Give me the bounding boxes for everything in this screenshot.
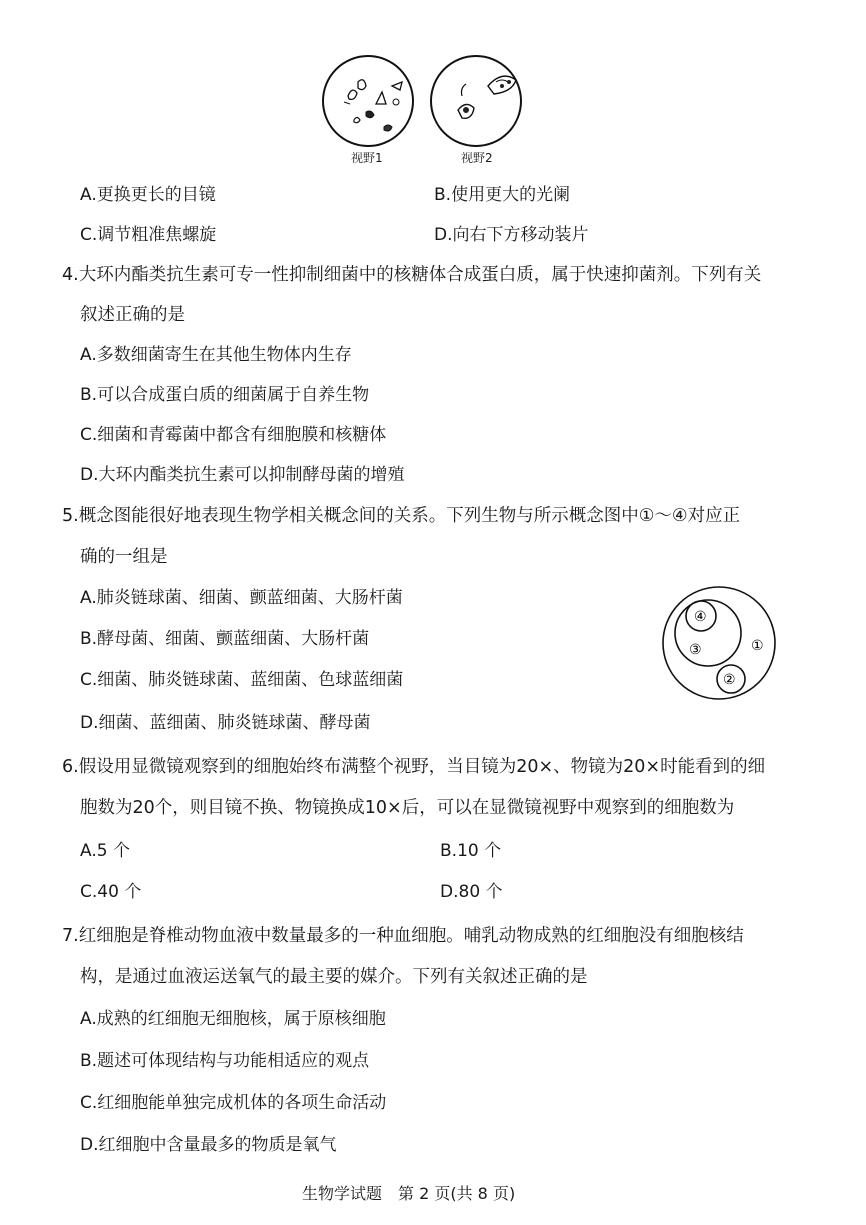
- option-letter: A.: [80, 588, 97, 608]
- q3-option-d: [434, 224, 589, 246]
- option-text: 向右下方移动装片: [452, 225, 589, 245]
- option-text: 40 个: [97, 882, 142, 902]
- q4-option-c: [80, 424, 386, 446]
- option-letter: C.: [80, 425, 98, 445]
- option-letter: A.: [80, 185, 97, 205]
- question-stem: 假设用显微镜观察到的细胞始终布满整个视野，当目镜为20×、物镜为20×时能看到的细: [78, 757, 766, 777]
- option-letter: A.: [80, 345, 97, 365]
- circle-3: [675, 600, 741, 666]
- label-4: ④: [694, 609, 707, 625]
- q7-option-c: [80, 1092, 386, 1114]
- label-2: ②: [723, 672, 736, 688]
- question-number: 4.: [62, 265, 79, 285]
- option-text: 多数细菌寄生在其他生物体内生存: [96, 345, 352, 365]
- option-text: 红细胞中含量最多的物质是氧气: [98, 1135, 337, 1155]
- question-number: 7.: [62, 926, 79, 946]
- q3-option-a: [80, 184, 216, 206]
- option-letter: D.: [434, 225, 453, 245]
- option-letter: C.: [80, 1093, 98, 1113]
- option-letter: C.: [80, 882, 98, 902]
- option-letter: C.: [80, 225, 98, 245]
- q6-stem-line2: 胞数为20个，则目镜不换、物镜换成10×后，可以在显微镜视野中观察到的细胞数为: [80, 798, 735, 818]
- q3-option-b: [434, 184, 570, 206]
- q3-option-c: [80, 224, 216, 246]
- option-letter: A.: [80, 841, 97, 861]
- q5-stem-line1: [62, 505, 740, 527]
- question-stem: 概念图能很好地表现生物学相关概念间的关系。下列生物与所示概念图中①～④对应正: [78, 506, 741, 526]
- microscope-figure: [318, 52, 532, 167]
- option-text: 可以合成蛋白质的细菌属于自养生物: [97, 385, 370, 405]
- option-letter: C.: [80, 670, 98, 690]
- q6-option-d: [440, 881, 503, 903]
- q5-option-d: [80, 712, 371, 734]
- option-text: 成熟的红细胞无细胞核，属于原核细胞: [96, 1009, 386, 1029]
- option-text: 80 个: [458, 882, 503, 902]
- option-letter: B.: [80, 629, 98, 649]
- question-stem: 大环内酯类抗生素可专一性抑制细菌中的核糖体合成蛋白质，属于快速抑菌剂。下列有关: [78, 265, 762, 285]
- option-text: 5 个: [96, 841, 130, 861]
- option-text: 细菌和青霉菌中都含有细胞膜和核糖体: [97, 425, 387, 445]
- option-letter: D.: [80, 713, 99, 733]
- option-text: 题述可体现结构与功能相适应的观点: [97, 1051, 370, 1071]
- q4-option-d: [80, 464, 405, 486]
- option-text: 肺炎链球菌、细菌、颤蓝细菌、大肠杆菌: [96, 588, 403, 608]
- view2-caption: 视野2: [461, 151, 493, 165]
- option-letter: B.: [434, 185, 452, 205]
- option-letter: B.: [80, 385, 98, 405]
- question-number: 6.: [62, 757, 79, 777]
- view1-caption: 视野1: [351, 151, 383, 165]
- label-3: ③: [689, 642, 702, 658]
- option-text: 使用更大的光阑: [451, 185, 571, 205]
- option-letter: D.: [440, 882, 459, 902]
- page-footer: 生物学试题 第 2 页(共 8 页): [302, 1184, 516, 1203]
- option-text: 酵母菌、细菌、颤蓝细菌、大肠杆菌: [97, 629, 370, 649]
- option-letter: B.: [440, 841, 458, 861]
- q6-stem-line1: [62, 756, 765, 778]
- q4-option-a: [80, 344, 352, 366]
- option-letter: D.: [80, 465, 99, 485]
- option-text: 调节粗准焦螺旋: [97, 225, 217, 245]
- q6-option-a: [80, 840, 130, 862]
- q7-option-d: [80, 1134, 337, 1156]
- option-text: 细菌、蓝细菌、肺炎链球菌、酵母菌: [98, 713, 371, 733]
- option-text: 10 个: [457, 841, 502, 861]
- q4-stem-line2: 叙述正确的是: [80, 305, 185, 325]
- option-text: 细菌、肺炎链球菌、蓝细菌、色球蓝细菌: [97, 670, 404, 690]
- q7-option-b: [80, 1050, 369, 1072]
- question-stem: 红细胞是脊椎动物血液中数量最多的一种血细胞。哺乳动物成熟的红细胞没有细胞核结: [78, 926, 744, 946]
- q5-option-a: [80, 587, 403, 609]
- question-number: 5.: [62, 506, 79, 526]
- concept-diagram: [656, 585, 782, 701]
- q7-stem-line1: [62, 925, 744, 947]
- option-letter: B.: [80, 1051, 98, 1071]
- q6-option-c: [80, 881, 141, 903]
- option-text: 大环内酯类抗生素可以抑制酵母菌的增殖: [98, 465, 405, 485]
- option-text: 更换更长的目镜: [96, 185, 216, 205]
- label-1: ①: [751, 638, 764, 654]
- q5-stem-line2: 确的一组是: [80, 547, 168, 567]
- q4-option-b: [80, 384, 369, 406]
- option-text: 红细胞能单独完成机体的各项生命活动: [97, 1093, 387, 1113]
- q4-stem-line1: [62, 264, 761, 286]
- q7-stem-line2: 构，是通过血液运送氧气的最主要的媒介。下列有关叙述正确的是: [80, 967, 588, 987]
- q7-option-a: [80, 1008, 386, 1030]
- option-letter: D.: [80, 1135, 99, 1155]
- view2-circle: [431, 56, 521, 146]
- q5-option-c: [80, 669, 403, 691]
- view1-circle: [323, 56, 413, 146]
- q6-option-b: [440, 840, 501, 862]
- q5-option-b: [80, 628, 369, 650]
- option-letter: A.: [80, 1009, 97, 1029]
